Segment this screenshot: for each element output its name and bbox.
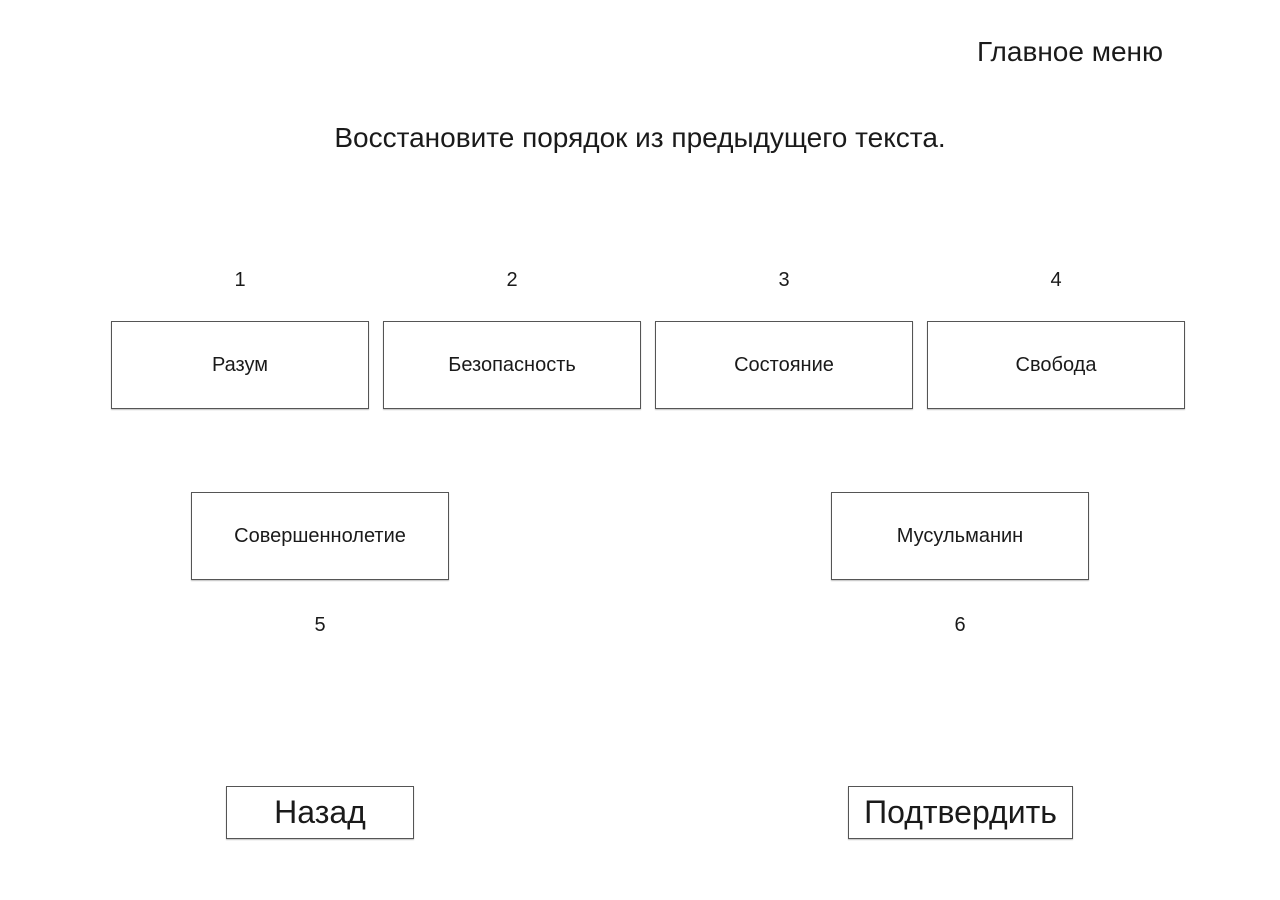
instruction-text: Восстановите порядок из предыдущего текста. — [334, 122, 946, 153]
word-card-label: Состояние — [734, 353, 834, 376]
word-card-label: Мусульманин — [896, 524, 1024, 547]
word-card-4[interactable] — [927, 321, 1185, 409]
word-card-label: Свобода — [1015, 353, 1097, 376]
word-card-label: Разум — [211, 353, 269, 376]
slot-number-2: 2 — [506, 269, 518, 291]
confirm-button[interactable]: Подтвердить — [848, 786, 1073, 839]
word-card-label: Безопасность — [448, 353, 576, 376]
word-card-3[interactable] — [655, 321, 913, 409]
back-button[interactable]: Назад — [226, 786, 414, 839]
slot-number-4: 4 — [1050, 269, 1062, 291]
slot-number-3: 3 — [778, 269, 790, 291]
word-card-1[interactable] — [111, 321, 369, 409]
slot-number-5: 5 — [314, 614, 326, 636]
word-card-2[interactable] — [383, 321, 641, 409]
word-card-5[interactable] — [191, 492, 449, 580]
slot-number-6: 6 — [954, 614, 966, 636]
word-card-label: Совершеннолетие — [234, 524, 406, 547]
main-menu-link[interactable]: Главное меню — [976, 36, 1164, 67]
slot-number-1: 1 — [234, 269, 246, 291]
word-card-6[interactable] — [831, 492, 1089, 580]
